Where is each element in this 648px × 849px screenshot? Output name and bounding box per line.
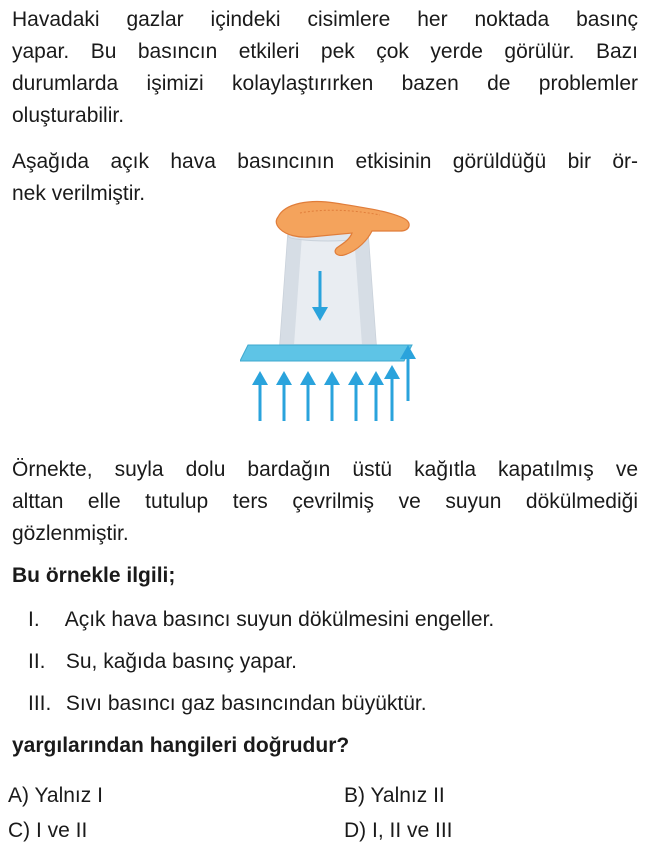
statement-text: Sıvı basıncı gaz basıncından büyüktür. xyxy=(65,692,427,715)
experiment-figure xyxy=(240,195,430,430)
statement-text: Açık hava basıncı suyun dökülmesini engeller. xyxy=(64,608,495,631)
paper-icon xyxy=(240,345,412,361)
intro-line: oluşturabilir. xyxy=(12,104,125,127)
intro-line: durumlarda işimizi kolaylaştırırken bazen de problemler xyxy=(12,72,638,95)
example-intro-line: Aşağıda açık hava basıncının etkisinin görüldüğü bir ör- xyxy=(12,150,638,173)
statement-item xyxy=(28,646,297,678)
choice-d[interactable]: D) I, II ve III xyxy=(344,819,453,842)
description-paragraph xyxy=(12,454,638,550)
statement-number: II. xyxy=(28,650,46,673)
intro-line: yapar. Bu basıncın etkileri pek çok yerde görülür. Bazı xyxy=(12,40,638,63)
question-lead: Bu örnekle ilgili; xyxy=(12,564,176,587)
choice-c[interactable]: C) I ve II xyxy=(8,819,88,842)
experiment-illustration xyxy=(240,195,430,430)
choice-b[interactable]: B) Yalnız II xyxy=(344,784,445,807)
description-line: gözlenmiştir. xyxy=(12,522,129,545)
question-text: yargılarından hangileri doğrudur? xyxy=(12,734,350,757)
statement-number: III. xyxy=(28,692,52,715)
glass-icon xyxy=(280,231,376,345)
statement-number: I. xyxy=(28,608,40,631)
choice-a[interactable]: A) Yalnız I xyxy=(8,784,103,807)
description-line: alttan elle tutulup ters çevrilmiş ve suyun dökülmediği xyxy=(12,490,638,513)
example-intro-line: nek verilmiştir. xyxy=(12,182,146,205)
statement-item xyxy=(28,688,427,720)
description-line: Örnekte, suyla dolu bardağın üstü kağıtla kapatılmış ve xyxy=(12,458,638,481)
intro-paragraph xyxy=(12,4,638,132)
statement-text: Su, kağıda basınç yapar. xyxy=(65,650,297,673)
intro-line: Havadaki gazlar içindeki cisimlere her noktada basınç xyxy=(12,8,638,31)
statement-item xyxy=(28,604,494,636)
